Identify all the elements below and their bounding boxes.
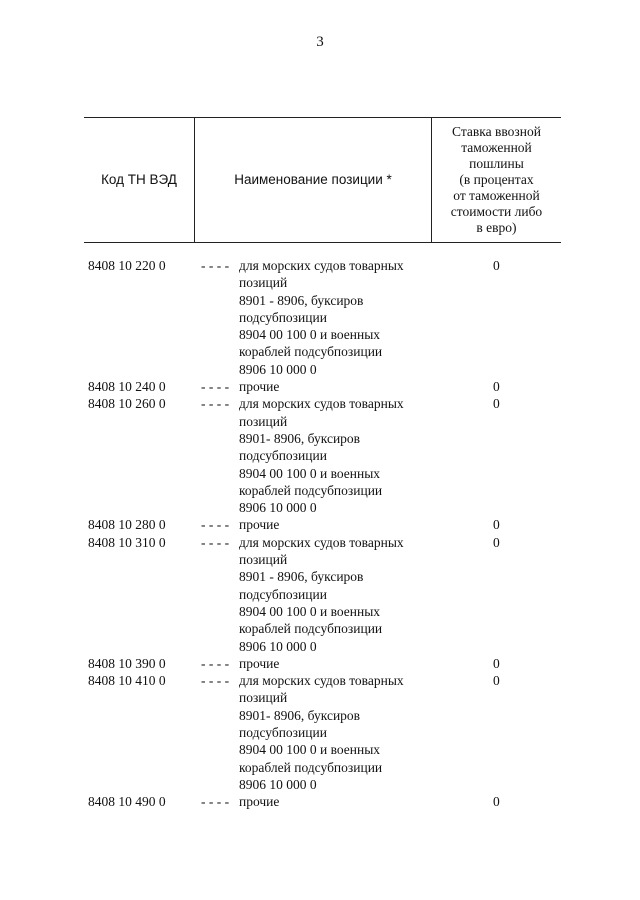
position-name-line: позиций	[239, 275, 288, 291]
position-name-line: для морских судов товарных	[239, 396, 404, 412]
position-name-line: 8904 00 100 0 и военных	[239, 742, 381, 758]
position-name-line: для морских судов товарных	[239, 258, 404, 273]
hs-code: 8408 10 410 0	[88, 673, 166, 689]
position-name-line: 8904 00 100 0 и военных	[239, 465, 381, 481]
duty-rate: 0	[493, 517, 500, 533]
position-name	[239, 395, 439, 516]
table-row	[0, 257, 640, 378]
position-name	[239, 378, 439, 395]
position-name-line: для морских судов товарных	[239, 534, 404, 550]
position-name-line: подсубпозиции	[239, 725, 327, 741]
table-row	[0, 672, 640, 793]
position-name-line: позиций	[239, 690, 288, 706]
position-name-line: 8906 10 000 0	[239, 361, 317, 377]
table-row	[0, 793, 640, 810]
header-bottom-rule	[84, 242, 561, 243]
position-name-line: 8901 - 8906, буксиров	[239, 569, 364, 585]
header-name: Наименование позиции *	[234, 172, 392, 187]
position-name-line: для морских судов товарных	[239, 673, 404, 689]
position-name-line: кораблей подсубпозиции	[239, 482, 383, 498]
position-name-line: подсубпозиции	[239, 309, 327, 325]
position-name-line: 8906 10 000 0	[239, 500, 317, 516]
header-rate: Ставка ввозной таможенной пошлины (в процентах от таможенной стоимости либо в евро)	[450, 123, 543, 235]
table-row	[0, 378, 640, 395]
duty-rate: 0	[493, 379, 500, 395]
position-name-line: 8904 00 100 0 и военных	[239, 327, 381, 343]
page-number: 3	[316, 34, 324, 50]
position-name	[239, 672, 439, 793]
level-dashes: - - - -	[201, 794, 230, 810]
duty-rate: 0	[493, 655, 500, 671]
position-name-line: кораблей подсубпозиции	[239, 759, 383, 775]
position-name-line: подсубпозиции	[239, 448, 327, 464]
level-dashes: - - - -	[201, 396, 230, 412]
position-name	[239, 655, 439, 672]
level-dashes: - - - -	[201, 673, 230, 689]
position-name-line: позиций	[239, 552, 288, 568]
position-name-line: 8906 10 000 0	[239, 638, 317, 654]
position-name-line: прочие	[239, 379, 280, 395]
position-name	[239, 257, 439, 378]
table-row	[0, 655, 640, 672]
position-name-line: прочие	[239, 655, 280, 671]
position-name-line: прочие	[239, 794, 280, 810]
table-row	[0, 395, 640, 516]
level-dashes: - - - -	[201, 379, 230, 395]
table-row	[0, 534, 640, 655]
table-row	[0, 516, 640, 533]
hs-code: 8408 10 490 0	[88, 794, 166, 810]
hs-code: 8408 10 240 0	[88, 379, 166, 395]
position-name-line: 8901- 8906, буксиров	[239, 430, 361, 446]
position-name	[239, 534, 439, 655]
table-body	[0, 257, 640, 811]
hs-code: 8408 10 220 0	[88, 258, 166, 273]
duty-rate: 0	[493, 794, 500, 810]
position-name	[239, 516, 439, 533]
position-name-line: прочие	[239, 517, 280, 533]
hs-code: 8408 10 260 0	[88, 396, 166, 412]
level-dashes: - - - -	[201, 258, 230, 273]
position-name-line: 8904 00 100 0 и военных	[239, 603, 381, 619]
level-dashes: - - - -	[201, 534, 230, 550]
hs-code: 8408 10 280 0	[88, 517, 166, 533]
position-name-line: 8901 - 8906, буксиров	[239, 292, 364, 308]
header-code: Код ТН ВЭД	[101, 172, 177, 187]
duty-rate: 0	[493, 534, 500, 550]
position-name-line: подсубпозиции	[239, 586, 327, 602]
position-name-line: 8901- 8906, буксиров	[239, 707, 361, 723]
position-name	[239, 793, 439, 810]
position-name-line: кораблей подсубпозиции	[239, 621, 383, 637]
duty-rate: 0	[493, 396, 500, 412]
position-name-line: 8906 10 000 0	[239, 776, 317, 792]
hs-code: 8408 10 310 0	[88, 534, 166, 550]
position-name-line: кораблей подсубпозиции	[239, 344, 383, 360]
duty-rate: 0	[493, 258, 500, 273]
level-dashes: - - - -	[201, 517, 230, 533]
level-dashes: - - - -	[201, 655, 230, 671]
position-name-line: позиций	[239, 413, 288, 429]
duty-rate: 0	[493, 673, 500, 689]
hs-code: 8408 10 390 0	[88, 655, 166, 671]
